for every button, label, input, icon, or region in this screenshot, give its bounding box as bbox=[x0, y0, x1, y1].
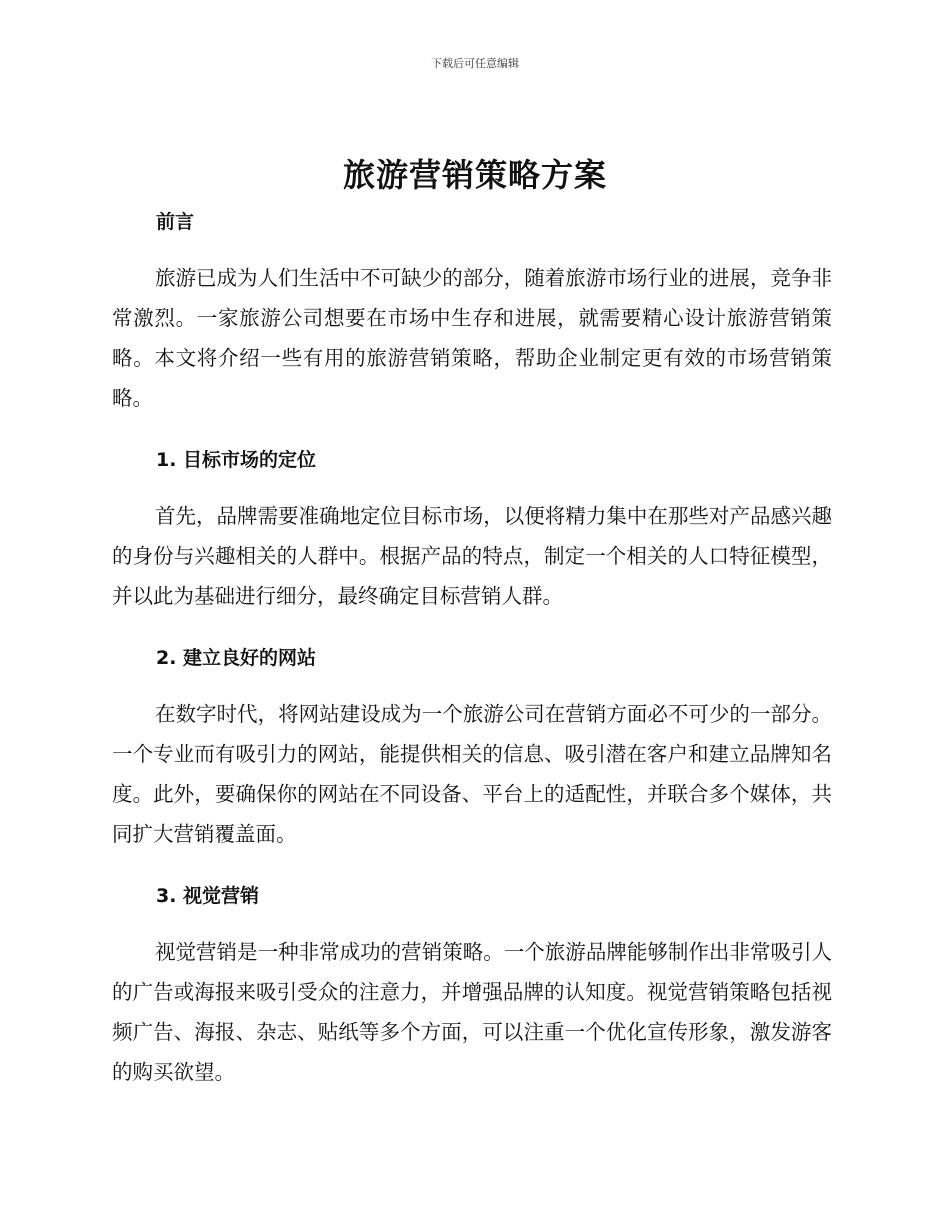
section-paragraph: 在数字时代，将网站建设成为一个旅游公司在营销方面必不可少的一部分。一个专业而有吸引力的网站，能提供相关的信息、吸引潜在客户和建立品牌知名度。此外，要确保你的网站在不同设备、平台上的适配性，并联合多个媒体，共同扩大营销覆盖面。 bbox=[112, 702, 832, 846]
section-visual-marketing bbox=[112, 878, 832, 1092]
section-preface bbox=[112, 204, 832, 442]
document-title: 旅游营销策略方案 bbox=[342, 156, 607, 194]
section-paragraph: 旅游已成为人们生活中不可缺少的部分，随着旅游市场行业的进展，竞争非常激烈。一家旅游公司想要在市场中生存和进展，就需要精心设计旅游营销策略。本文将介绍一些有用的旅游营销策略，帮助企业制定更有效的市场营销策略。 bbox=[112, 266, 832, 410]
section-target-market bbox=[112, 442, 832, 640]
document-body bbox=[112, 204, 832, 1092]
section-heading: 前言 bbox=[156, 211, 195, 233]
section-paragraph: 首先，品牌需要准确地定位目标市场，以便将精力集中在那些对产品感兴趣的身份与兴趣相关的人群中。根据产品的特点，制定一个相关的人口特征模型，并以此为基础进行细分，最终确定目标营销人群。 bbox=[112, 504, 832, 608]
section-heading: 2. 建立良好的网站 bbox=[156, 647, 317, 669]
section-heading: 1. 目标市场的定位 bbox=[156, 449, 317, 471]
section-heading: 3. 视觉营销 bbox=[156, 885, 260, 907]
section-paragraph: 视觉营销是一种非常成功的营销策略。一个旅游品牌能够制作出非常吸引人的广告或海报来吸引受众的注意力，并增强品牌的认知度。视觉营销策略包括视频广告、海报、杂志、贴纸等多个方面，可以注重一个优化宣传形象，激发游客的购买欲望。 bbox=[112, 940, 832, 1084]
page-header-note: 下载后可任意编辑 bbox=[431, 57, 519, 70]
section-website bbox=[112, 640, 832, 878]
